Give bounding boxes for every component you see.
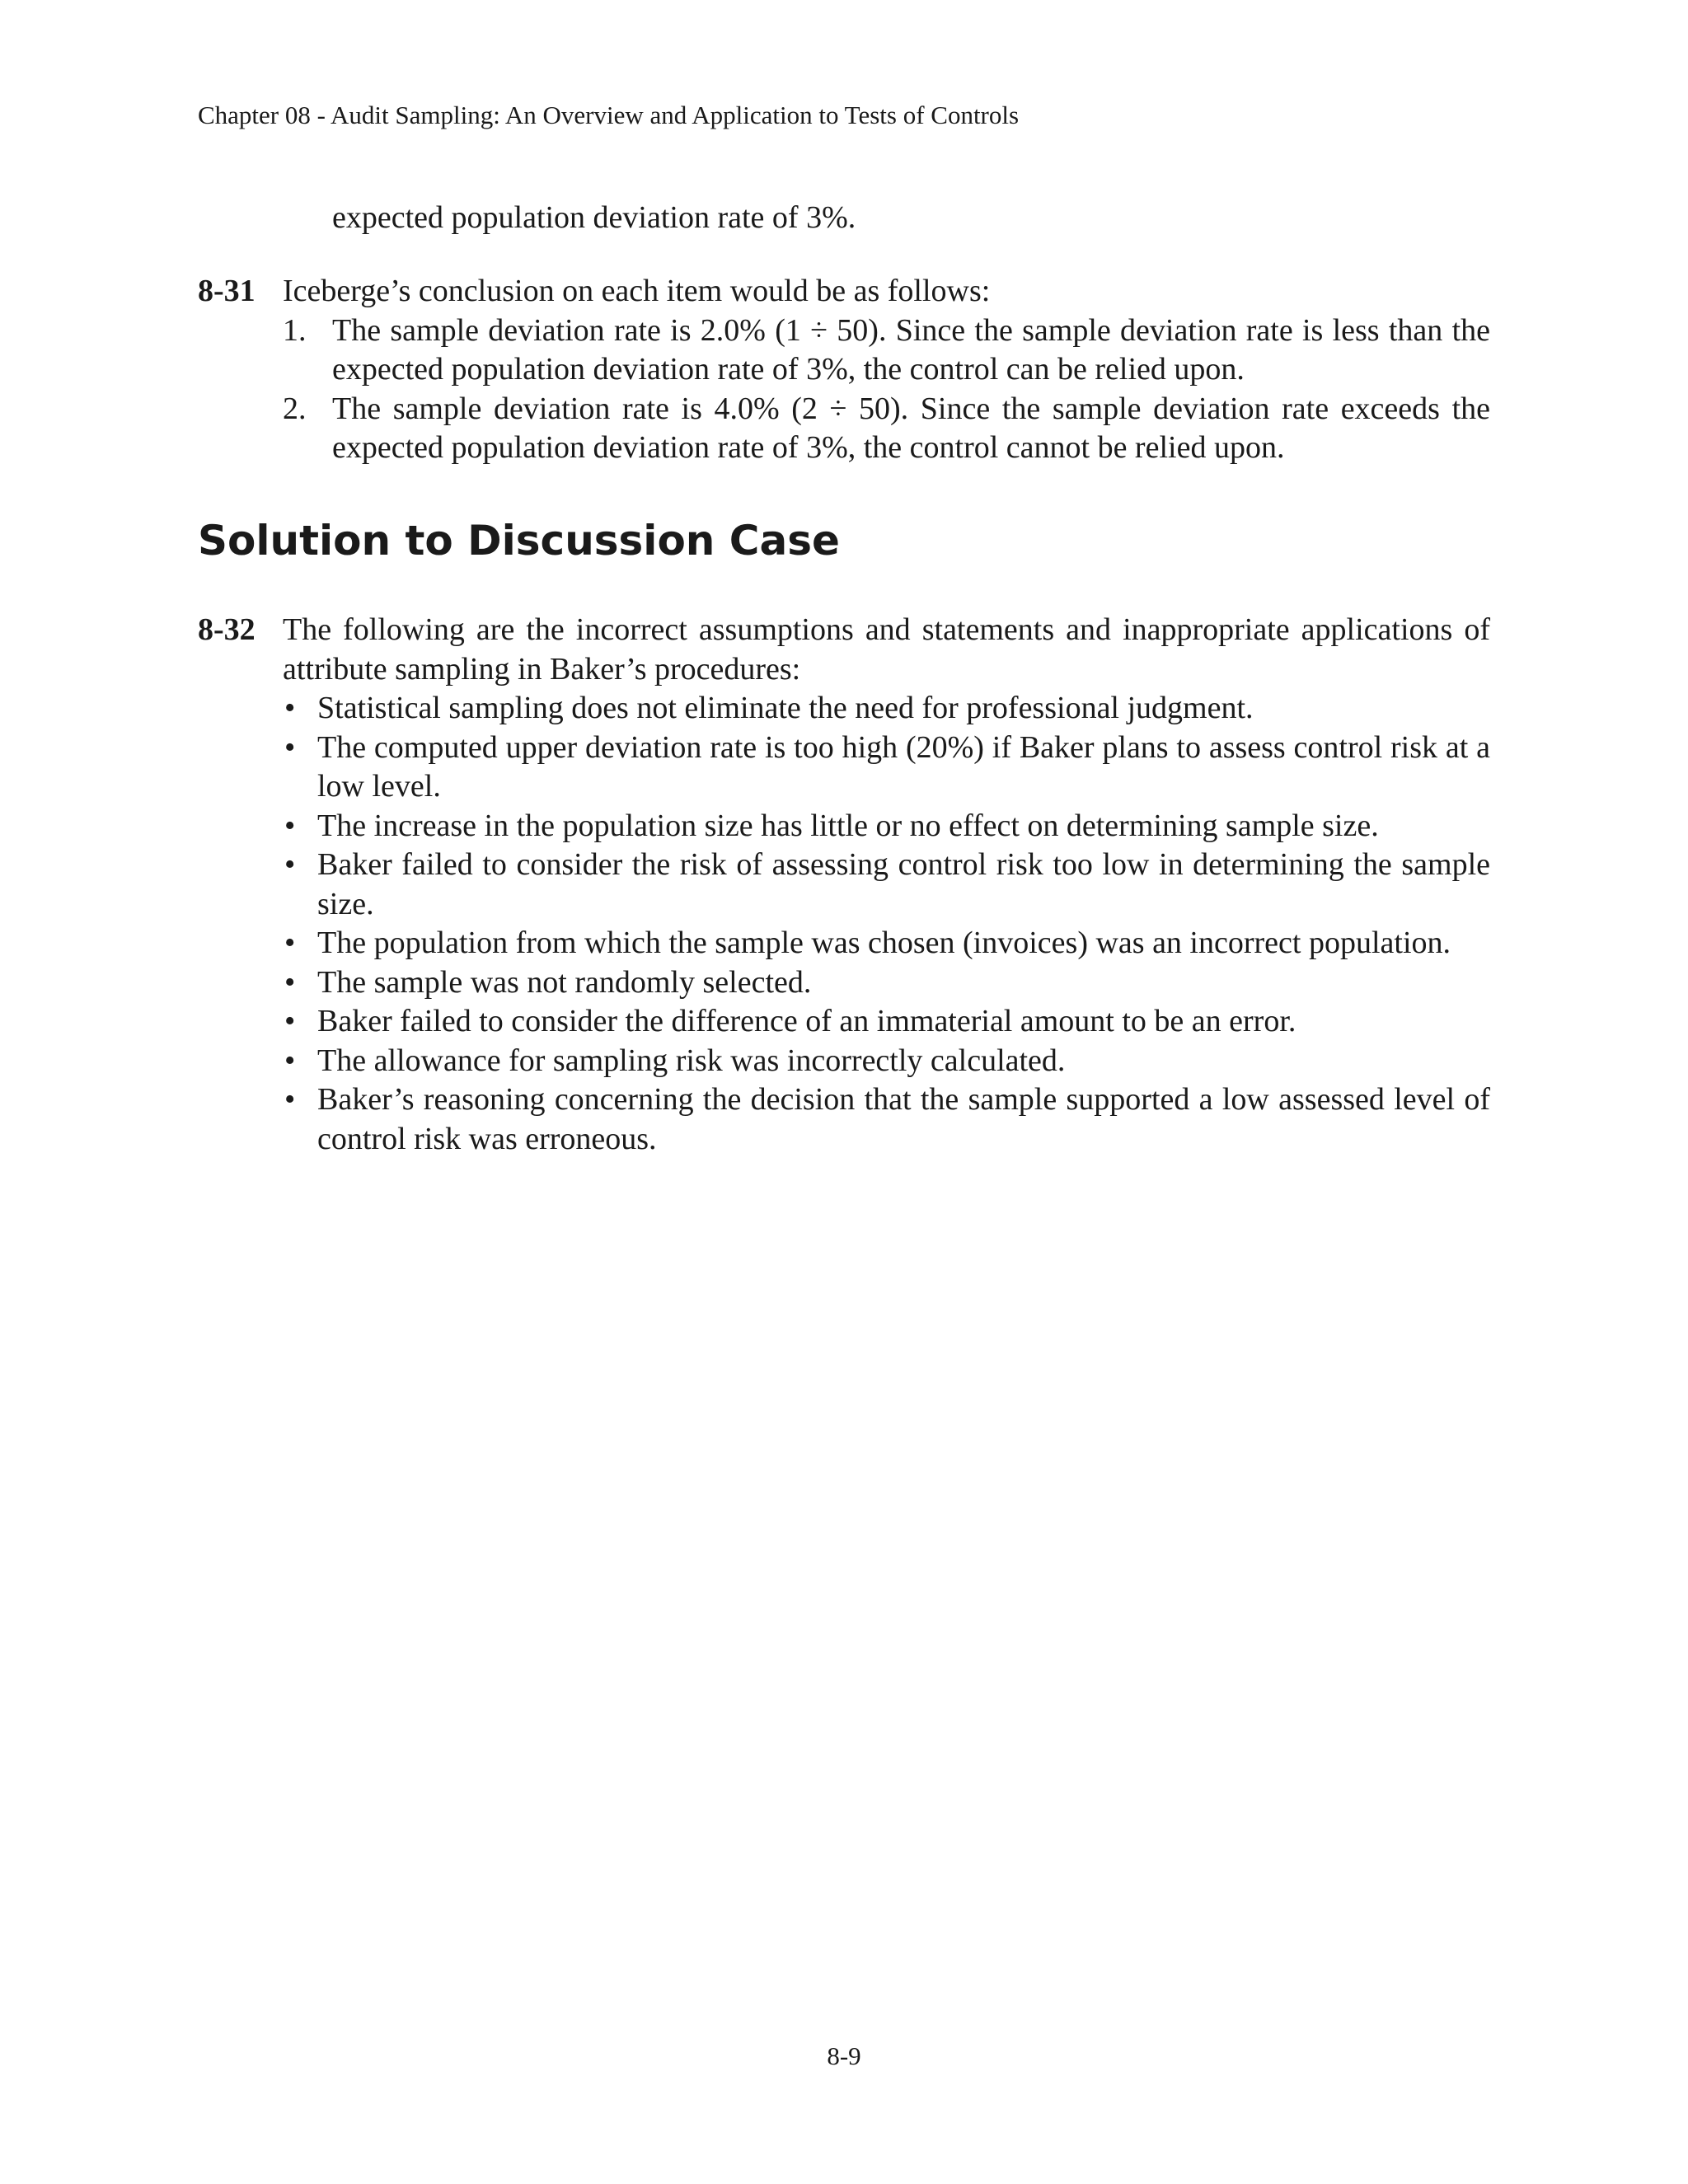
item-text: The sample was not randomly selected. [317,964,812,1000]
bullet-icon: • [284,808,296,843]
list-item [283,1042,1490,1081]
list-item [283,924,1490,963]
list-item [283,689,1490,729]
item-text: Baker failed to consider the risk of assessing control risk too low in determining the sample size. [317,847,1490,921]
list-item [283,1002,1490,1042]
item-number: 2. [283,391,307,426]
problem-number: 8-32 [198,612,256,647]
list-item [283,729,1490,807]
list-item [283,963,1490,1003]
bullet-icon: • [284,1004,296,1038]
running-header: Chapter 08 - Audit Sampling: An Overview and Application to Tests of Controls [198,101,1020,129]
item-text: Statistical sampling does not eliminate the need for professional judgment. [317,691,1254,725]
list-item [283,807,1490,846]
problem-body [283,611,1490,1159]
list-item [283,1080,1490,1159]
page-number: 8-9 [827,2041,861,2070]
problem-intro: The following are the incorrect assumptions and statements and inappropriate applications of attribute sampling in Baker’s procedures: [283,612,1490,687]
list-item [283,846,1490,924]
list-item [283,390,1490,468]
item-text: The sample deviation rate is 4.0% (2 ÷ 50). Since the sample deviation rate exceeds the expected population deviation rate of 3%, the control cannot be relied upon. [332,391,1490,465]
item-text: The allowance for sampling risk was incorrectly calculated. [317,1043,1066,1078]
section-heading: Solution to Discussion Case [198,517,840,565]
item-text: The computed upper deviation rate is too high (20%) if Baker plans to assess control risk at a low level. [317,729,1490,804]
bullet-icon: • [284,729,296,765]
item-number: 1. [283,312,307,348]
item-text: Baker failed to consider the difference of an immaterial amount to be an error. [317,1004,1296,1038]
numbered-list [283,312,1490,468]
problem-8-31 [198,272,1490,468]
bullet-icon: • [284,691,296,725]
problem-number: 8-31 [198,274,256,308]
bullet-icon: • [284,964,296,1000]
bullet-icon: • [284,1043,296,1078]
item-text: Baker’s reasoning concerning the decision that the sample supported a low assessed level of control risk was erroneous. [317,1082,1490,1156]
continuation-text: expected population deviation rate of 3%. [332,200,856,235]
bullet-icon: • [284,847,296,882]
item-text: The sample deviation rate is 2.0% (1 ÷ 50). Since the sample deviation rate is less than the expected population deviation rate of 3%, the control can be relied upon. [332,312,1490,387]
item-text: The increase in the population size has little or no effect on determining sample size. [317,808,1379,843]
problem-8-32 [198,611,1490,1159]
bullet-icon: • [284,1082,296,1117]
list-item [283,312,1490,390]
bullet-icon: • [284,926,296,960]
bullet-list [283,689,1490,1159]
problem-body [283,272,1490,468]
problem-intro: Iceberge’s conclusion on each item would be as follows: [283,274,991,308]
item-text: The population from which the sample was chosen (invoices) was an incorrect population. [317,926,1451,960]
